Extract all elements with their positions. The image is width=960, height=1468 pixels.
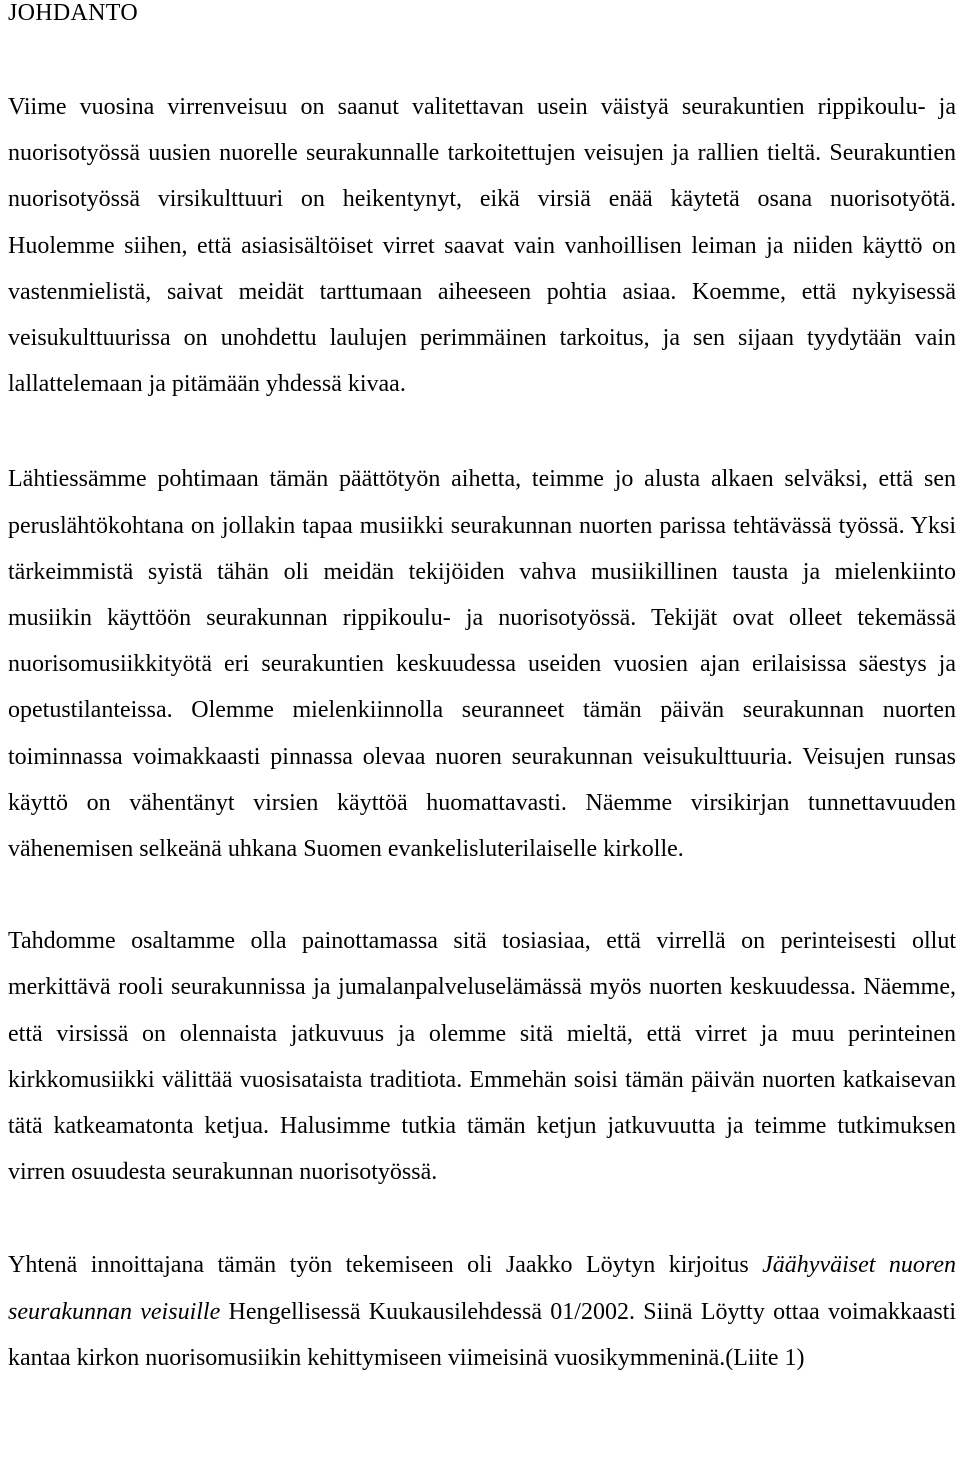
paragraph-3: Tahdomme osaltamme olla painottamassa sitä tosiasiaa, että virrellä on perinteisesti ollut merkittävä rooli seurakunnissa ja jumalanpalveluselämässä myös nuorten keskuudessa. Näemme, että virsissä on olennaista jatkuvuus ja olemme sitä mieltä, että virret ja muu perinteinen kirkkomusiikki välittää vuosisataista traditiota. Emmehän soisi tämän päivän nuorten katkaisevan tätä katkeamatonta ketjua. Halusimme tutkia tämän ketjun jatkuvuutta ja teimme tutkimuksen virren osuudesta seurakunnan nuorisotyössä. — [8, 928, 956, 1186]
paragraph-1: Viime vuosina virrenveisuu on saanut valitettavan usein väistyä seurakuntien rippikoulu- ja nuorisotyössä uusien nuorelle seurakunnalle tarkoitettujen veisujen ja rallien tieltä. Seurakuntien nuorisotyössä virsikulttuuri on heikentynyt, eikä virsiä enää käytetä osana nuorisotyötä. Huolemme siihen, että asiasisältöiset virret saavat vain vanhoillisen leiman ja niiden käyttö on vastenmielistä, saivat meidät tarttumaan aiheeseen pohtia asiaa. Koemme, että nykyisessä veisukulttuurissa on unohdettu laulujen perimmäinen tarkoitus, ja sen sijaan tyydytään vain lallattelemaan ja pitämään yhdessä kivaa. — [8, 94, 956, 398]
paragraph-4-rest: Hengellisessä Kuukausilehdessä 01/2002. Siinä Löytty ottaa voimakkaasti kantaa kirkon nuorisomusiikin kehittymiseen viimeisinä vuosikymmeninä.(Liite 1) — [8, 1298, 957, 1371]
paragraph-4-intro: Yhtenä innoittajana tämän työn tekemiseen oli Jaakko Löytyn kirjoitus — [8, 1252, 763, 1279]
document-page — [8, 0, 956, 1381]
section-heading: JOHDANTO — [8, 0, 138, 26]
paragraph-4 — [8, 1242, 956, 1381]
article-title: Jäähyväiset nuoren seurakunnan veisuille — [8, 1252, 956, 1325]
paragraph-2: Lähtiessämme pohtimaan tämän päättötyön aihetta, teimme jo alusta alkaen selväksi, että sen peruslähtökohtana on jollakin tapaa musiikki seurakunnan nuorten parissa tehtävässä työssä. Yksi tärkeimmistä syistä tähän oli meidän tekijöiden vahva musiikillinen tausta ja mielenkiinto musiikin käyttöön seurakunnan rippikoulu- ja nuorisotyössä. Tekijät ovat olleet tekemässä nuorisomusiikkityötä eri seurakuntien keskuudessa useiden vuosien ajan erilaisissa säestys ja opetustilanteissa. Olemme mielenkiinnolla seuranneet tämän päivän seurakunnan nuorten toiminnassa voimakkaasti pinnassa olevaa nuoren seurakunnan veisukulttuuria. Veisujen runsas käyttö on vähentänyt virsien käyttöä huomattavasti. Näemme virsikirjan tunnettavuuden vähenemisen selkeänä uhkana Suomen evankelisluterilaiselle kirkolle. — [8, 466, 956, 863]
